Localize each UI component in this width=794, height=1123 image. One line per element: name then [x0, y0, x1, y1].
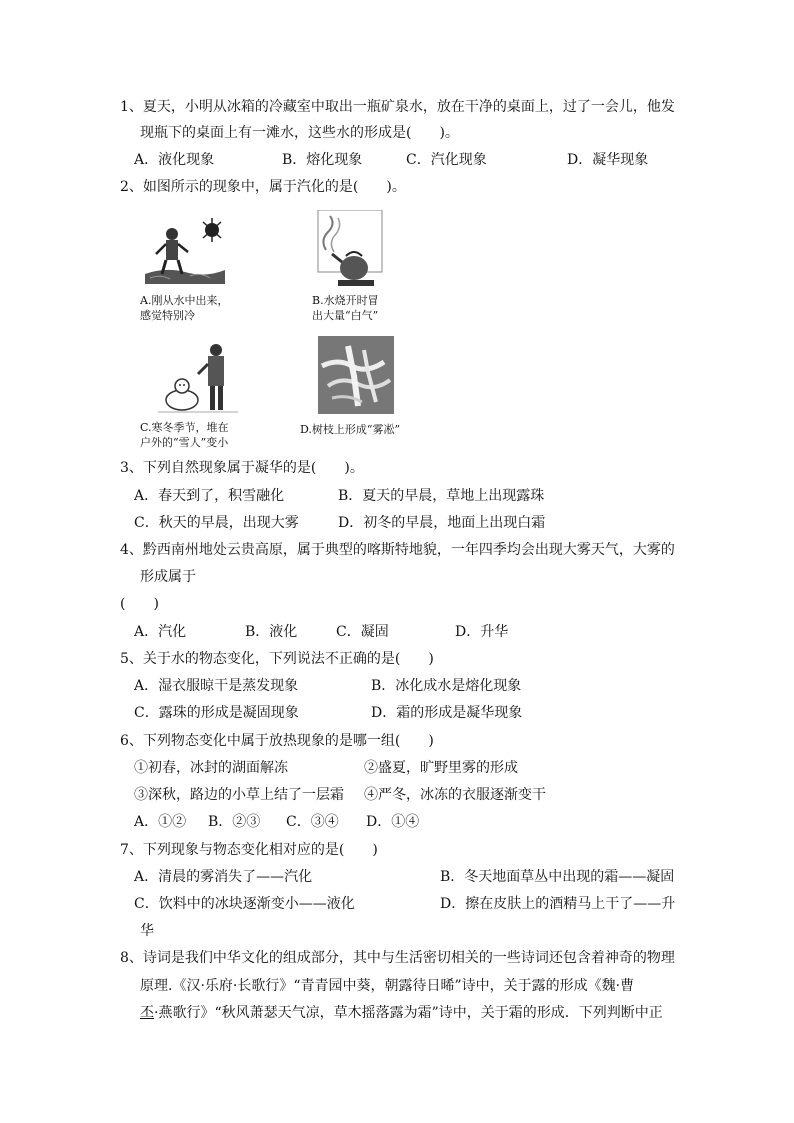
q7-option-c: C．饮料中的冰块逐渐变小——液化	[134, 896, 355, 912]
q8-line3-rest: ·燕歌行》“秋风萧瑟天气凉，草木摇落露为霜”诗中，关于霜的形成．下列判断中正	[154, 1005, 663, 1021]
q5-option-d: D．霜的形成是凝华现象	[371, 705, 523, 721]
figure-a-caption-1: A.刚从水中出来，	[140, 294, 229, 307]
figure-c-caption-2: 户外的“雪人”变小	[140, 436, 229, 449]
q6-line1: 6、下列物态变化中属于放热现象的是哪一组( )	[120, 733, 434, 749]
q4-line1: 4、黔西南州地处云贵高原，属于典型的喀斯特地貌，一年四季均会出现大雾天气，大雾的	[120, 542, 675, 558]
q3-option-b: B．夏天的早晨，草地上出现露珠	[338, 488, 545, 504]
q4-option-d: D．升华	[455, 624, 509, 640]
q1-option-b: B．熔化现象	[282, 152, 363, 168]
q1-line1: 1、夏天，小明从冰箱的冷藏室中取出一瓶矿泉水，放在干净的桌面上，过了一会儿，他发	[120, 99, 675, 115]
q4-option-c: C．凝固	[336, 624, 389, 640]
q8-line1: 8、诗词是我们中华文化的组成部分，其中与生活密切相关的一些诗词还包含着神奇的物理	[120, 950, 675, 966]
q6-item-2: ②盛夏，旷野里雾的形成	[364, 760, 518, 776]
q3-option-d: D．初冬的早晨，地面上出现白霜	[338, 515, 546, 531]
q7-option-d: D．擦在皮肤上的酒精马上干了——升	[440, 896, 676, 912]
figure-c-snowman	[158, 340, 238, 420]
q7-option-d-wrap: 华	[140, 923, 154, 939]
q1-option-c: C．汽化现象	[406, 152, 487, 168]
figure-c-caption-1: C.寒冬季节，堆在	[140, 421, 229, 434]
q6-option-d: D．①④	[366, 814, 420, 830]
q6-item-4: ④严冬，冰冻的衣服逐渐变干	[364, 787, 546, 803]
q7-line1: 7、下列现象与物态变化相对应的是( )	[120, 842, 378, 858]
q6-item-3: ③深秋，路边的小草上结了一层霜	[134, 787, 344, 803]
q5-line1: 5、关于水的物态变化，下列说法不正确的是( )	[120, 651, 434, 667]
q8-underlined-char: 丕	[140, 1005, 154, 1021]
q4-line3: ( )	[120, 596, 159, 612]
q4-option-a: A．汽化	[134, 624, 187, 640]
q2-line1: 2、如图所示的现象中，属于汽化的是( )。	[120, 179, 406, 195]
figure-b-caption-1: B.水烧开时冒	[312, 294, 379, 307]
q6-item-1: ①初春，冰封的湖面解冻	[134, 760, 288, 776]
figure-b-kettle	[312, 210, 388, 292]
q6-option-c: C．③④	[286, 814, 339, 830]
q5-option-a: A．湿衣服晾干是蒸发现象	[134, 678, 299, 694]
q7-option-a: A．清晨的雾消失了——汽化	[134, 869, 313, 885]
q3-option-a: A．春天到了，积雪融化	[134, 488, 285, 504]
q6-option-a: A．①②	[134, 814, 187, 830]
q1-option-d: D．凝华现象	[567, 152, 649, 168]
q6-option-b: B．②③	[208, 814, 261, 830]
q1-option-a: A．液化现象	[134, 152, 215, 168]
q4-line2: 形成属于	[140, 569, 196, 585]
figure-d-caption-1: D.树枝上形成“雾凇”	[300, 423, 401, 436]
figure-b-caption-2: 出大量“白气”	[312, 309, 379, 322]
figure-a-caption-2: 感觉特别冷	[140, 309, 195, 322]
q8-line3	[140, 1003, 663, 1023]
q4-option-b: B．液化	[245, 624, 298, 640]
q7-option-b: B．冬天地面草丛中出现的霜——凝固	[440, 869, 675, 885]
figure-d-rime-frost	[318, 336, 394, 414]
q3-line1: 3、下列自然现象属于凝华的是( )。	[120, 460, 364, 476]
q8-line2: 原理.《汉·乐府·长歌行》“青青园中葵，朝露待日晞”诗中，关于露的形成《魏·曹	[140, 978, 635, 994]
q5-option-c: C．露珠的形成是凝固现象	[134, 705, 299, 721]
q3-option-c: C．秋天的早晨，出现大雾	[134, 515, 299, 531]
figure-a-swimmer	[140, 212, 250, 292]
q1-line2: 现瓶下的桌面上有一滩水，这些水的形成是( )。	[140, 125, 459, 141]
q5-option-b: B．冰化成水是熔化现象	[371, 678, 522, 694]
